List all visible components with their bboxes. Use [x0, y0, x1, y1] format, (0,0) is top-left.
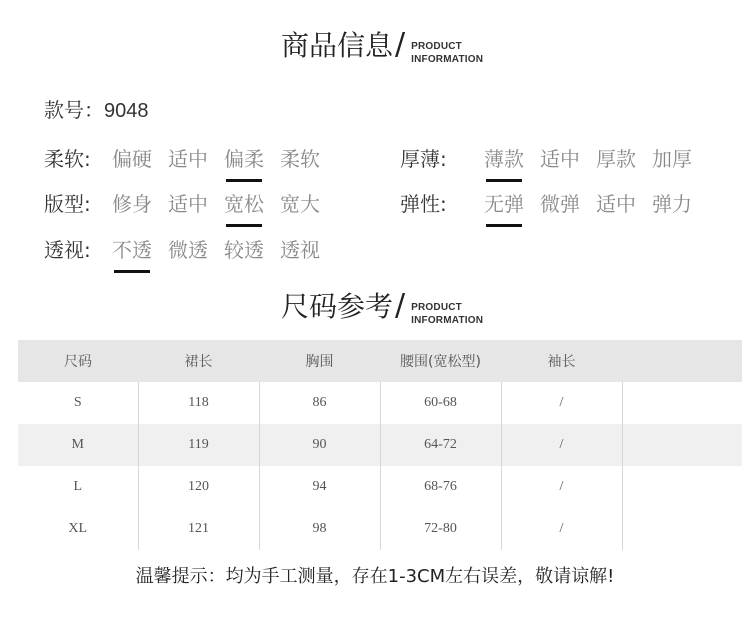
attr-label: 柔软:: [44, 147, 91, 171]
column-header: 胸围: [259, 340, 380, 382]
table-cell: 68-76: [380, 466, 501, 508]
attr-softness: [44, 143, 336, 172]
style-number-value: 9048: [104, 100, 149, 122]
table-row: [18, 508, 742, 550]
product-info-en-line2: INFORMATION: [411, 54, 484, 65]
attr-option: 适中: [596, 192, 636, 216]
size-reference-title-en: [411, 301, 483, 327]
table-cell: M: [18, 424, 138, 466]
table-cell: /: [501, 382, 622, 424]
attr-fit: [44, 188, 336, 217]
attr-option: 修身: [112, 192, 152, 216]
table-cell: [622, 466, 742, 508]
size-reference-title: [281, 288, 484, 326]
table-row: [18, 466, 742, 508]
size-table: [18, 340, 742, 550]
attr-option: 适中: [168, 147, 208, 171]
style-number: [44, 94, 149, 123]
title-slash: /: [395, 288, 406, 323]
product-info-title-en: [411, 40, 483, 66]
column-header: 袖长: [501, 340, 622, 382]
attr-option: 宽大: [280, 192, 320, 216]
attr-label: 弹性:: [400, 192, 447, 216]
attr-option: 微弹: [540, 192, 580, 216]
table-cell: [622, 508, 742, 550]
attr-label: 透视:: [44, 238, 91, 262]
attr-option: 厚款: [596, 147, 636, 171]
size-reference-en-line2: INFORMATION: [411, 315, 484, 326]
measurement-tip: 温馨提示：均为手工测量，存在1-3CM左右误差，敬请谅解!: [135, 566, 615, 587]
attr-option: 较透: [224, 238, 264, 262]
table-cell: 121: [138, 508, 259, 550]
table-cell: 86: [259, 382, 380, 424]
attr-option: 柔软: [280, 147, 320, 171]
product-info-title-zh: 商品信息: [281, 29, 394, 62]
table-cell: XL: [18, 508, 138, 550]
table-cell: 98: [259, 508, 380, 550]
attr-option: 偏硬: [112, 147, 152, 171]
table-cell: 90: [259, 424, 380, 466]
table-row: [18, 382, 742, 424]
attr-option-selected: 薄款: [484, 143, 524, 172]
style-number-label: 款号：: [44, 98, 104, 122]
table-cell: /: [501, 424, 622, 466]
attr-option-selected: 不透: [112, 234, 152, 263]
attr-option-selected: 偏柔: [224, 143, 264, 172]
table-cell: [622, 424, 742, 466]
table-cell: 60-68: [380, 382, 501, 424]
table-cell: L: [18, 466, 138, 508]
table-cell: 94: [259, 466, 380, 508]
size-reference-en-line1: PRODUCT: [411, 302, 462, 313]
attr-elasticity: [400, 188, 708, 217]
attr-option: 加厚: [652, 147, 692, 171]
attr-option: 透视: [280, 238, 320, 262]
attr-label: 厚薄:: [400, 147, 447, 171]
table-cell: 118: [138, 382, 259, 424]
table-cell: 120: [138, 466, 259, 508]
table-cell: /: [501, 466, 622, 508]
title-slash: /: [395, 27, 406, 62]
size-table-header: [18, 340, 742, 382]
attr-option-selected: 无弹: [484, 188, 524, 217]
product-info-title: [281, 27, 484, 65]
size-reference-title-zh: 尺码参考: [281, 290, 394, 323]
table-cell: 72-80: [380, 508, 501, 550]
table-cell: S: [18, 382, 138, 424]
table-cell: [622, 382, 742, 424]
attr-option: 微透: [168, 238, 208, 262]
table-cell: 119: [138, 424, 259, 466]
attr-option: 适中: [168, 192, 208, 216]
table-cell: 64-72: [380, 424, 501, 466]
attr-sheerness: [44, 234, 336, 263]
column-header: 尺码: [18, 340, 138, 382]
attr-thickness: [400, 143, 708, 172]
table-cell: /: [501, 508, 622, 550]
product-info-en-line1: PRODUCT: [411, 41, 462, 52]
attr-label: 版型:: [44, 192, 91, 216]
column-header: 腰围(宽松型): [380, 340, 501, 382]
attr-option-selected: 宽松: [224, 188, 264, 217]
attr-option: 弹力: [652, 192, 692, 216]
column-header: 裙长: [138, 340, 259, 382]
column-header: [622, 340, 742, 382]
attr-option: 适中: [540, 147, 580, 171]
table-row: [18, 424, 742, 466]
